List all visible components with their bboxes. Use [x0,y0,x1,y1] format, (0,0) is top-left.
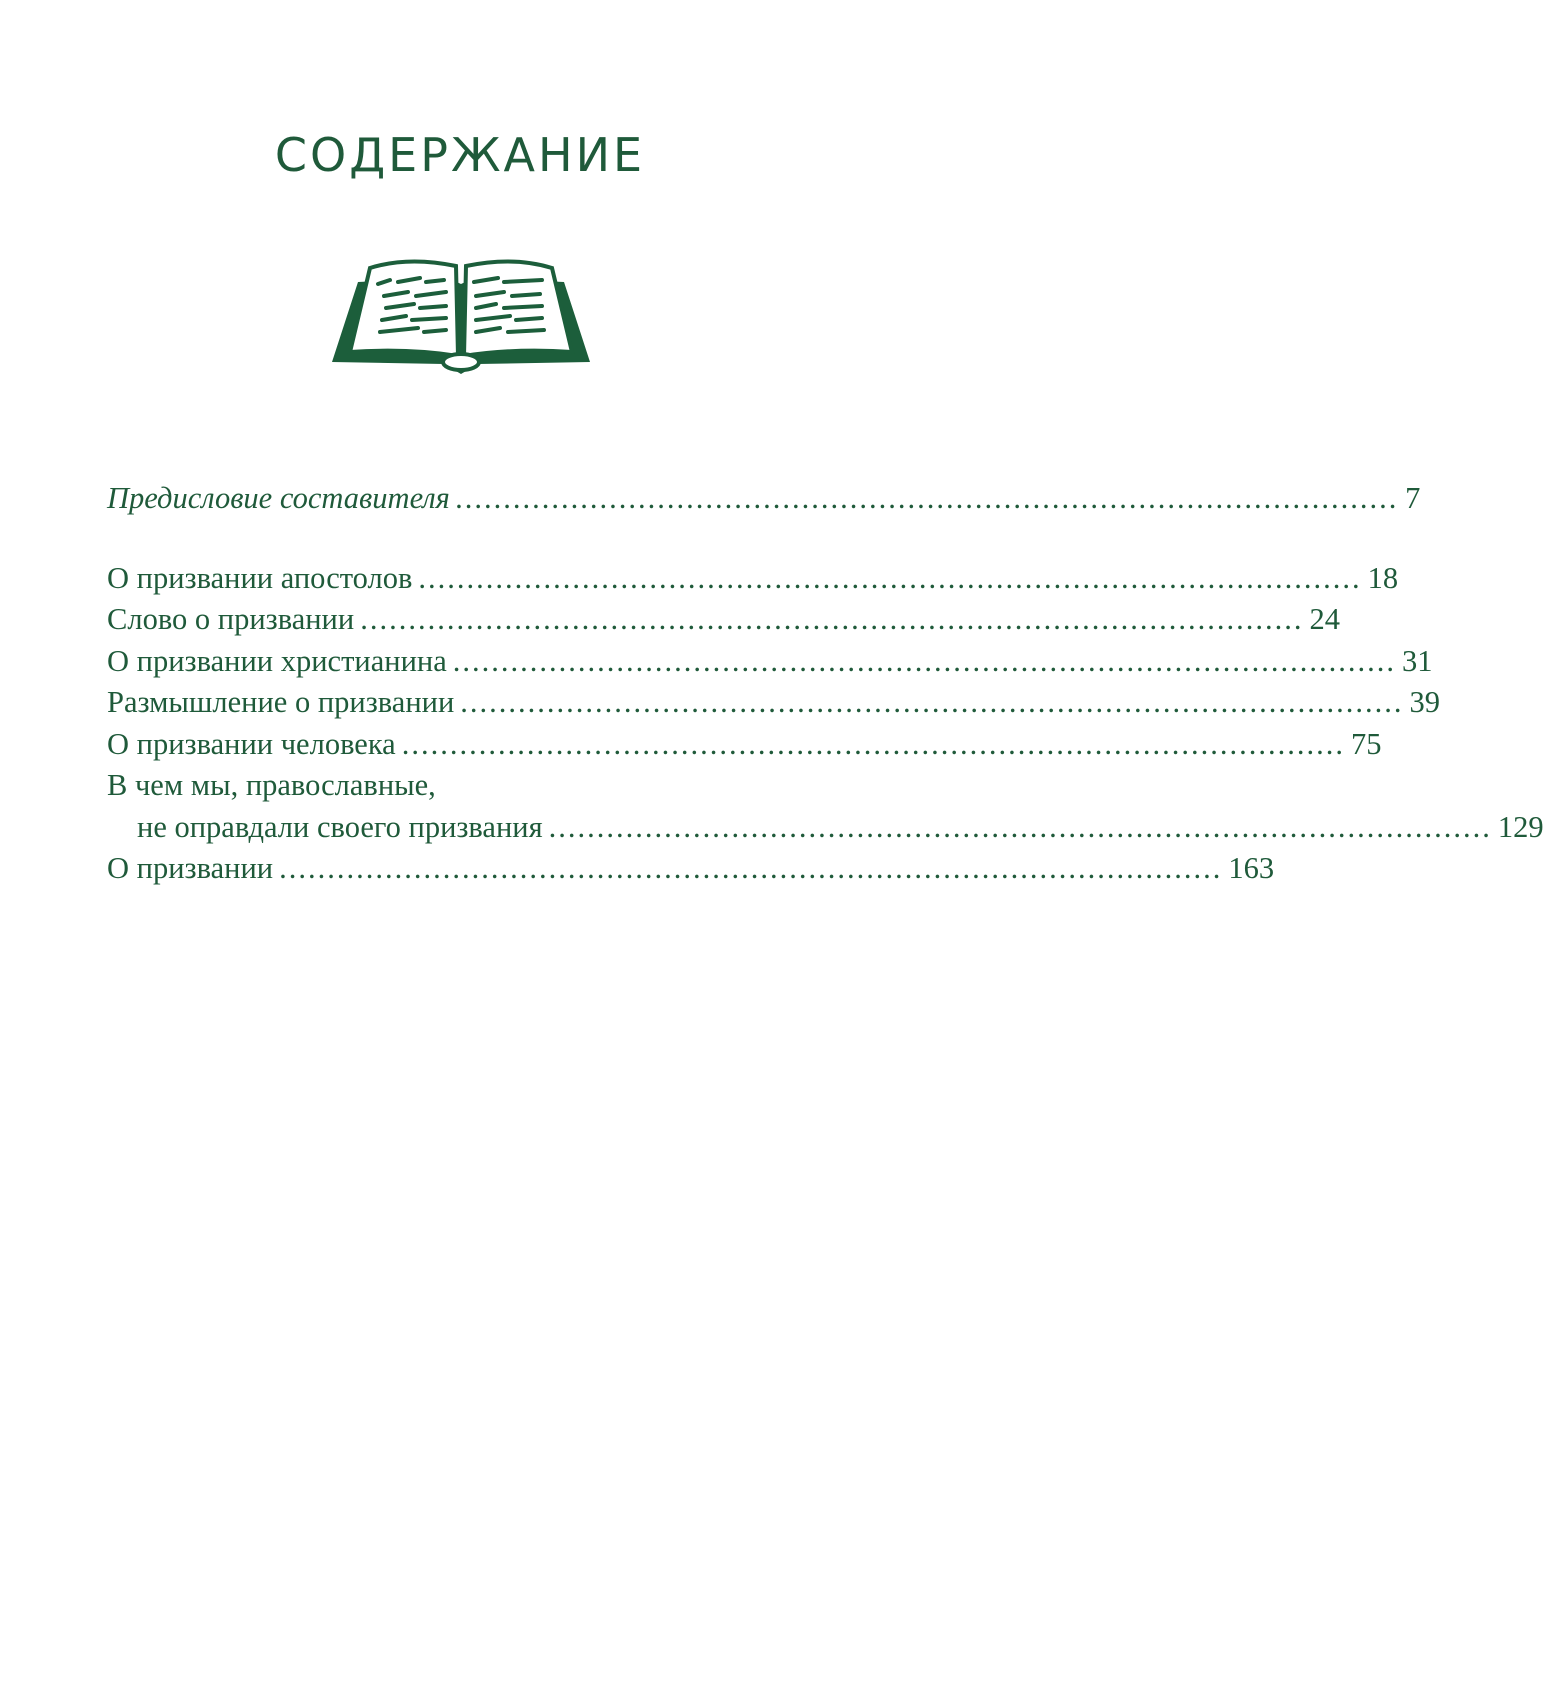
toc-entry [107,641,1433,683]
open-book-icon [328,252,594,376]
toc-entry-preface [107,478,1421,520]
dot-leader: .................................................................................................. [460,685,1404,719]
dot-leader: .................................................................................................. [360,602,1304,636]
toc-entry-title: О призвании апостолов [107,560,413,595]
toc-entry-page: 18 [1367,560,1399,595]
toc-entry-page: 75 [1350,726,1382,761]
toc-entry [107,807,1544,849]
toc-entry [107,848,1275,890]
toc-entry [107,558,1399,600]
table-of-contents [107,478,1544,890]
toc-entry-page: 7 [1405,481,1421,515]
toc-entry-title: О призвании христианина [107,643,447,678]
dot-leader: .................................................................................................. [455,481,1400,515]
toc-entry-title: Слово о призвании [107,602,355,636]
toc-entry [107,682,1441,724]
toc-entry [107,724,1382,766]
toc-entry-title: Предисловие составителя [107,481,450,515]
toc-entry-page: 129 [1497,809,1544,844]
toc-entry-title: Размышление о призвании [107,685,455,719]
toc-entry-title: О призвании человека [107,726,396,761]
toc-entry-title-line1: В чем мы, православные, [107,768,436,802]
toc-entry-page: 39 [1409,685,1441,719]
toc-entry [107,599,1340,641]
toc-entry-page: 163 [1228,851,1275,885]
page-title: СОДЕРЖАНИЕ [274,128,646,182]
dot-leader: .................................................................................................. [452,643,1397,678]
dot-leader: .................................................................................................. [418,560,1362,595]
toc-entry-page: 24 [1309,602,1340,636]
dot-leader: .................................................................................................. [548,809,1492,844]
toc-entry-title: О призвании [107,851,274,885]
toc-entry-page: 31 [1402,643,1433,678]
section-gap [107,520,829,558]
toc-entry-title-line2: не оправдали своего призвания [137,809,543,844]
dot-leader: .................................................................................................. [401,726,1345,761]
dot-leader: .................................................................................................. [279,851,1223,885]
